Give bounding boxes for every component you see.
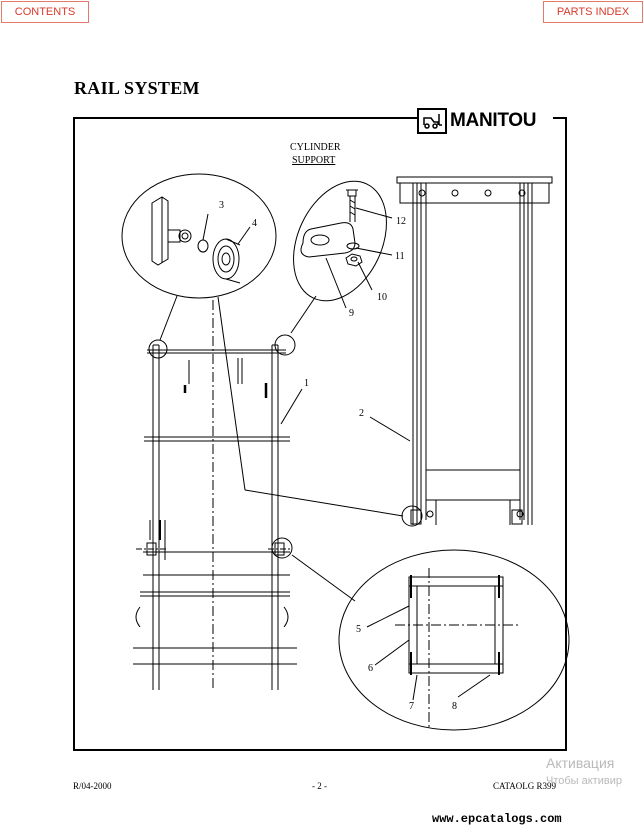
callout-10: 10 — [377, 292, 387, 303]
callout-7: 7 — [409, 701, 414, 712]
callout-4: 4 — [252, 218, 257, 229]
footer-catalog: CATAOLG R399 — [493, 781, 557, 791]
callout-3: 3 — [219, 200, 224, 211]
cylinder-support-label: CYLINDER — [290, 142, 341, 153]
roller-detail-circle — [122, 174, 403, 516]
watermark-line-1: Активация — [546, 755, 615, 771]
callout-6: 6 — [368, 663, 373, 674]
forklift-icon — [417, 108, 447, 134]
activation-watermark — [546, 754, 622, 790]
parts-index-button[interactable]: PARTS INDEX — [543, 1, 643, 23]
callout-12: 12 — [396, 216, 406, 227]
callout-11: 11 — [395, 251, 405, 262]
callout-8: 8 — [452, 701, 457, 712]
right-side-frame — [397, 177, 552, 526]
callout-9: 9 — [349, 308, 354, 319]
manitou-logo — [417, 105, 553, 137]
site-url: www.epcatalogs.com — [432, 812, 562, 826]
logo-text: MANITOU — [450, 110, 537, 131]
footer-date: R/04-2000 — [73, 781, 112, 791]
cylinder-support-detail-circle — [275, 166, 405, 355]
callout-1: 1 — [304, 378, 309, 389]
callout-5: 5 — [356, 624, 361, 635]
footer-page-number: - 2 - — [312, 781, 327, 791]
contents-button[interactable]: CONTENTS — [1, 1, 89, 23]
page-title: RAIL SYSTEM — [74, 78, 200, 98]
callout-2: 2 — [359, 408, 364, 419]
cylinder-support-label-2: SUPPORT — [292, 155, 336, 166]
bushing-detail-circle — [292, 550, 569, 730]
watermark-line-2: Чтобы активир — [546, 775, 622, 787]
